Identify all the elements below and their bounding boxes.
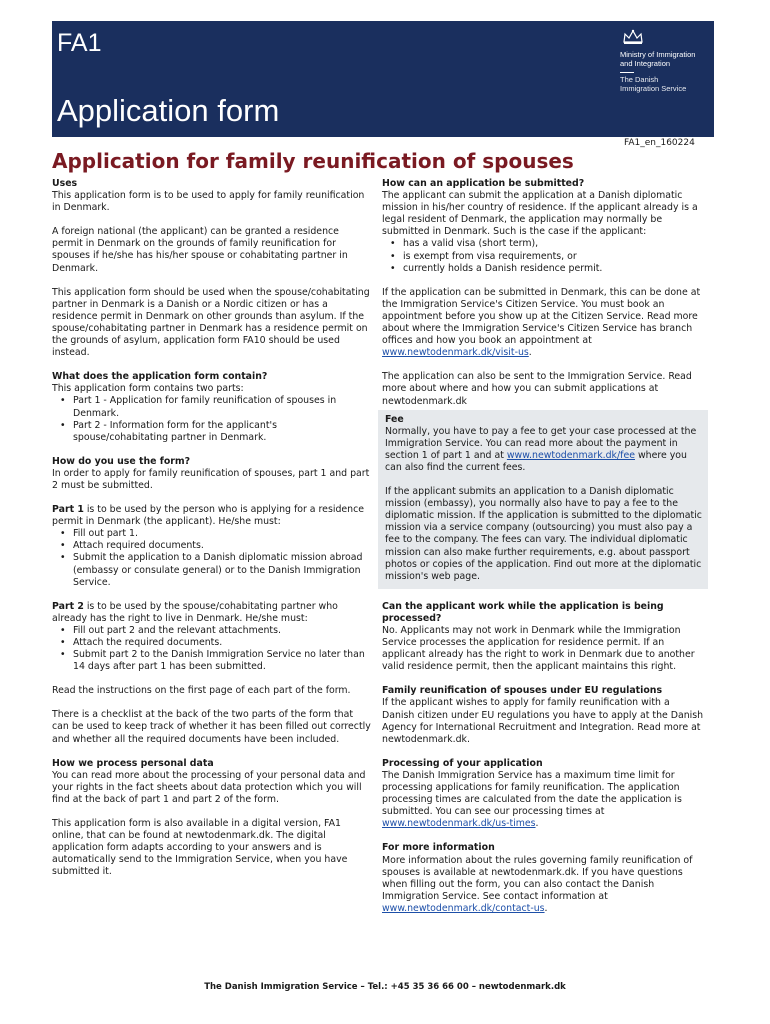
page-footer: The Danish Immigration Service – Tel.: +45 35 36 66 00 – newtodenmark.dk [204,982,566,992]
fee-paragraph-2: If the applicant submits an application to a Danish diplomatic mission (embassy), you normally also have to pay a fee to the diplomatic mission. If the application is submitted to the diplomatic mission via a service company (outsourcing) you must also pay a fee to the company. The fees can vary. The individual diplomatic mission can also make further requirements, e.g. about passport photos or copies of the application. Find out more at the diplomatic mission's web page. [385,486,702,582]
list-item: • is exempt from visa requirements, or [382,251,704,263]
right-column [382,178,704,927]
list-item: • currently holds a Danish residence permit. [382,263,704,275]
list-item: • Fill out part 2 and the relevant attachments. [52,625,372,637]
info-heading: For more information [382,842,495,854]
work-heading: Can the applicant work while the application is being processed? [382,600,664,624]
part2-intro: Part 2 is to be used by the spouse/cohabitating partner who already has the right to live in Denmark. He/she must: [52,600,338,624]
form-code: FA1 [57,29,102,57]
use-paragraph: In order to apply for family reunification of spouses, part 1 and part 2 must be submitted. [52,467,370,491]
processing-heading: Processing of your application [382,757,543,769]
eu-paragraph: If the applicant wishes to apply for family reunification with a Danish citizen under EU regulations you have to apply at the Danish Agency for International Recruitment and Integration. Read more at newtodenmark.dk. [382,697,704,745]
list-item: • Attach required documents. [52,540,372,552]
processing-paragraph: The Danish Immigration Service has a maximum time limit for processing applications for family reunification. The application processing times are calculated from the date the application is submitted. You can see our processing times at www.newtodenmark.dk/us-times. [382,769,682,830]
uses-paragraph-2: A foreign national (the applicant) can be granted a residence permit in Denmark on the grounds of family reunification for spouses if he/she has his/her spouse or cohabitating partner in Denmark. [52,226,348,274]
work-paragraph: No. Applicants may not work in Denmark while the Immigration Service processes the application for residence permit. If an applicant already has the right to work in Denmark due to another valid residence permit, then the applicant maintains this right. [382,625,695,673]
read-instructions: Read the instructions on the first page of each part of the form. [52,685,351,697]
use-heading: How do you use the form? [52,455,191,467]
list-item: • Submit the application to a Danish diplomatic mission abroad (embassy or consulate general) or to the Danish Immigration Service. [52,552,372,588]
list-item: • Part 1 - Application for family reunification of spouses in Denmark. [52,395,372,419]
fee-box [378,410,708,589]
info-paragraph: More information about the rules governing family reunification of spouses is available at newtodenmark.dk. If you have questions when filling out the form, you can also contact the Danish Immigration Service. See contact information at www.newtodenmark.dk/contact-us. [382,854,693,914]
list-item: • Fill out part 1. [52,528,372,540]
contains-list [52,395,372,443]
submit-paragraph-1: The applicant can submit the application at a Danish diplomatic mission in his/her country of residence. If the applicant already is a legal resident of Denmark, the application may normally be submitted in Denmark. Such is the case if the applicant: [382,190,698,238]
uses-paragraph-3: This application form should be used when the spouse/cohabitating partner in Denmark is a Danish or a Nordic citizen or has a residence permit in Denmark on other grounds than asylum. If the spouse/cohabitating partner in Denmark has a residence permit on the grounds of asylum, application form FA10 should be used instead. [52,286,370,359]
uses-paragraph-1: This application form is to be used to apply for family reunification in Denmark. [52,190,365,214]
list-item: • Part 2 - Information form for the applicant's spouse/cohabitating partner in Denmark. [52,420,372,444]
submit-heading: How can an application be submitted? [382,178,585,189]
crown-icon [622,29,644,45]
contains-heading: What does the application form contain? [52,371,268,383]
part1-intro: Part 1 is to be used by the person who is applying for a residence permit in Denmark (the applicant). He/she must: [52,504,365,528]
fee-heading: Fee [385,413,404,425]
page-title: Application for family reunification of spouses [52,149,574,173]
us-times-link[interactable]: www.newtodenmark.dk/us-times [382,818,536,830]
uses-heading: Uses [52,178,78,189]
visit-us-link[interactable]: www.newtodenmark.dk/visit-us [382,347,529,359]
logo-divider [620,72,634,73]
left-column [52,178,372,891]
part1-list [52,528,372,588]
list-item: • Attach the required documents. [52,637,372,649]
personal-data-heading: How we process personal data [52,757,214,769]
personal-data-paragraph: You can read more about the processing of your personal data and your rights in the fact sheets about data protection which you will find at the back of part 1 and part 2 of the form. [52,769,366,805]
form-title: Application form [57,93,280,128]
checklist-paragraph: There is a checklist at the back of the two parts of the form that can be used to keep track of whether it has been filled out correctly and whether all the required documents have been included. [52,709,371,745]
header-banner [52,21,714,137]
contact-us-link[interactable]: www.newtodenmark.dk/contact-us [382,902,545,914]
list-item: • has a valid visa (short term), [382,238,704,250]
fee-paragraph-1: Normally, you have to pay a fee to get your case processed at the Immigration Service. You can read more about the payment in section 1 of part 1 and at www.newtodenmark.dk/fee where you can also find the current fees. [385,425,697,473]
ministry-logo [620,29,712,93]
fee-link[interactable]: www.newtodenmark.dk/fee [506,449,635,461]
submit-list [382,238,704,274]
eu-heading: Family reunification of spouses under EU regulations [382,685,663,697]
contains-intro: This application form contains two parts: [52,383,244,395]
document-id: FA1_en_160224 [624,138,695,148]
submit-paragraph-3: The application can also be sent to the Immigration Service. Read more about where and how you can submit applications at newtodenmark.dk [382,371,692,407]
submit-paragraph-2: If the application can be submitted in Denmark, this can be done at the Immigration Service's Citizen Service. You must book an appointment before you show up at the Citizen Service. Read more about where the Immigration Service's Citizen Service has branch offices and how you book an appointment at www.newtodenmark.dk/visit-us. [382,286,701,359]
service-name: The Danish Immigration Service [620,75,687,93]
digital-version-paragraph: This application form is also available in a digital version, FA1 online, that can be found at newtodenmark.dk. The digital application form adapts according to your answers and is automatically send to the Immigration Service, when you have submitted it. [52,818,348,878]
list-item: • Submit part 2 to the Danish Immigration Service no later than 14 days after part 1 has been submitted. [52,649,372,673]
ministry-name: Ministry of Immigration and Integration [620,50,696,68]
part2-list [52,625,372,673]
